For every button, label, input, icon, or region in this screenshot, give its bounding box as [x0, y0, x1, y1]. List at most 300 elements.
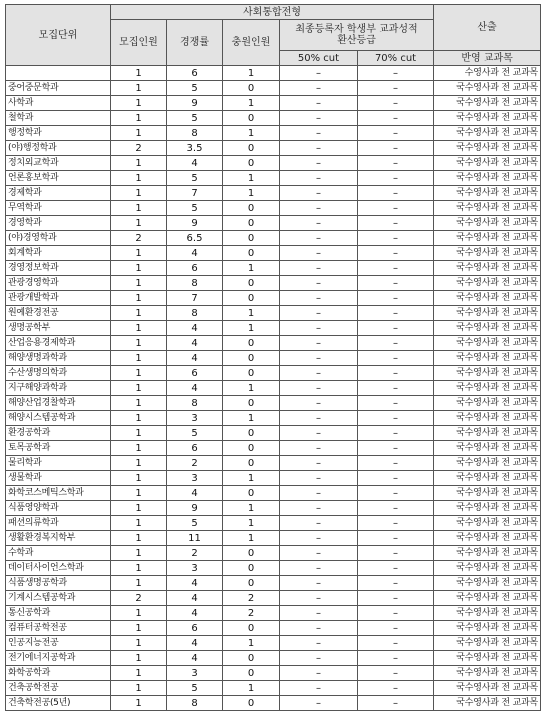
- cell-reflect: 국수영사과 전 교과목: [434, 546, 541, 561]
- cell-cut70: –: [358, 276, 434, 291]
- cell-cut70: –: [358, 291, 434, 306]
- cell-cut70: –: [358, 351, 434, 366]
- cell-reflect: 국수영사과 전 교과목: [434, 516, 541, 531]
- cell-fill: 0: [223, 456, 280, 471]
- cell-cut50: –: [280, 381, 358, 396]
- table-row: [6, 546, 541, 561]
- cell-unit: 중어중문학과: [6, 81, 111, 96]
- cell-ratio: 5: [167, 171, 223, 186]
- cell-recruit: 2: [111, 591, 167, 606]
- cell-ratio: 4: [167, 246, 223, 261]
- cell-recruit: 1: [111, 186, 167, 201]
- cell-cut70: –: [358, 576, 434, 591]
- cell-cut50: –: [280, 81, 358, 96]
- cell-cut70: –: [358, 486, 434, 501]
- cell-unit: 무역학과: [6, 201, 111, 216]
- cell-unit: 회계학과: [6, 246, 111, 261]
- cell-cut50: –: [280, 411, 358, 426]
- cell-reflect: 국수영사과 전 교과목: [434, 186, 541, 201]
- cell-reflect: 국수영사과 전 교과목: [434, 621, 541, 636]
- cell-recruit: 1: [111, 306, 167, 321]
- cell-fill: 0: [223, 666, 280, 681]
- cell-ratio: 5: [167, 426, 223, 441]
- cell-unit: 경제학과: [6, 186, 111, 201]
- cell-ratio: 3: [167, 411, 223, 426]
- cell-recruit: 1: [111, 126, 167, 141]
- cell-cut70: –: [358, 156, 434, 171]
- cell-reflect: 국수영사과 전 교과목: [434, 351, 541, 366]
- cell-cut50: –: [280, 636, 358, 651]
- table-row: [6, 531, 541, 546]
- cell-reflect: 국수영사과 전 교과목: [434, 276, 541, 291]
- cell-reflect: 국수영사과 전 교과목: [434, 216, 541, 231]
- cell-cut70: –: [358, 471, 434, 486]
- cell-ratio: 6: [167, 66, 223, 81]
- cell-cut50: –: [280, 696, 358, 711]
- cell-cut50: –: [280, 531, 358, 546]
- cell-ratio: 8: [167, 396, 223, 411]
- table-body: [6, 66, 541, 711]
- cell-reflect: 국수영사과 전 교과목: [434, 681, 541, 696]
- cell-recruit: 1: [111, 201, 167, 216]
- cell-recruit: 1: [111, 321, 167, 336]
- table-row: [6, 141, 541, 156]
- cell-ratio: 9: [167, 501, 223, 516]
- table-row: [6, 381, 541, 396]
- cell-cut50: –: [280, 96, 358, 111]
- cell-fill: 1: [223, 96, 280, 111]
- cell-fill: 1: [223, 171, 280, 186]
- cell-recruit: 1: [111, 411, 167, 426]
- cell-fill: 0: [223, 366, 280, 381]
- cell-cut50: –: [280, 651, 358, 666]
- cell-fill: 0: [223, 201, 280, 216]
- table-row: [6, 201, 541, 216]
- cell-cut50: –: [280, 516, 358, 531]
- cell-cut50: –: [280, 681, 358, 696]
- table-row: [6, 66, 541, 81]
- table-row: [6, 171, 541, 186]
- cell-fill: 0: [223, 621, 280, 636]
- cell-reflect: 국수영사과 전 교과목: [434, 171, 541, 186]
- table-row: [6, 336, 541, 351]
- cell-recruit: 1: [111, 81, 167, 96]
- table-row: [6, 291, 541, 306]
- cell-cut70: –: [358, 681, 434, 696]
- cell-cut50: –: [280, 306, 358, 321]
- cell-unit: 언론홍보학과: [6, 171, 111, 186]
- cell-recruit: 1: [111, 156, 167, 171]
- table-row: [6, 396, 541, 411]
- cell-cut70: –: [358, 261, 434, 276]
- cell-reflect: 국수영사과 전 교과목: [434, 561, 541, 576]
- cell-cut70: –: [358, 111, 434, 126]
- cell-fill: 0: [223, 81, 280, 96]
- cell-ratio: 6.5: [167, 231, 223, 246]
- cell-unit: 전기에너지공학과: [6, 651, 111, 666]
- cell-cut50: –: [280, 456, 358, 471]
- table-row: [6, 666, 541, 681]
- cell-cut70: –: [358, 321, 434, 336]
- cell-cut50: –: [280, 486, 358, 501]
- cell-reflect: 국수영사과 전 교과목: [434, 366, 541, 381]
- cell-ratio: 8: [167, 126, 223, 141]
- cell-cut50: –: [280, 576, 358, 591]
- cell-cut50: –: [280, 606, 358, 621]
- cell-recruit: 1: [111, 291, 167, 306]
- cell-recruit: 1: [111, 651, 167, 666]
- cell-cut70: –: [358, 366, 434, 381]
- cell-fill: 1: [223, 501, 280, 516]
- cell-unit: 철학과: [6, 111, 111, 126]
- cell-unit: 기계시스템공학과: [6, 591, 111, 606]
- cell-ratio: 4: [167, 636, 223, 651]
- cell-cut70: –: [358, 141, 434, 156]
- cell-ratio: 3.5: [167, 141, 223, 156]
- cell-unit: 관광경영학과: [6, 276, 111, 291]
- table-row: [6, 276, 541, 291]
- cell-reflect: 국수영사과 전 교과목: [434, 141, 541, 156]
- cell-unit: 컴퓨터공학전공: [6, 621, 111, 636]
- cell-fill: 0: [223, 336, 280, 351]
- cell-ratio: 9: [167, 96, 223, 111]
- cell-cut50: –: [280, 396, 358, 411]
- cell-ratio: 5: [167, 81, 223, 96]
- cell-unit: 통신공학과: [6, 606, 111, 621]
- table-row: [6, 621, 541, 636]
- cell-recruit: 1: [111, 666, 167, 681]
- cell-recruit: 1: [111, 366, 167, 381]
- cell-ratio: 3: [167, 561, 223, 576]
- cell-cut70: –: [358, 216, 434, 231]
- cell-recruit: 1: [111, 561, 167, 576]
- cell-unit: 식품영양학과: [6, 501, 111, 516]
- cell-recruit: 1: [111, 246, 167, 261]
- cell-cut70: –: [358, 96, 434, 111]
- cell-cut70: –: [358, 546, 434, 561]
- cell-ratio: 4: [167, 591, 223, 606]
- cell-recruit: 1: [111, 606, 167, 621]
- cell-cut50: –: [280, 621, 358, 636]
- cell-recruit: 1: [111, 216, 167, 231]
- table-row: [6, 651, 541, 666]
- cell-cut50: –: [280, 426, 358, 441]
- table-row: [6, 681, 541, 696]
- cell-recruit: 1: [111, 456, 167, 471]
- cell-cut70: –: [358, 186, 434, 201]
- cell-reflect: 국수영사과 전 교과목: [434, 201, 541, 216]
- header-ratio: 경쟁률: [167, 20, 223, 66]
- cell-cut70: –: [358, 531, 434, 546]
- cell-reflect: 국수영사과 전 교과목: [434, 441, 541, 456]
- cell-unit: 환경공학과: [6, 426, 111, 441]
- table-row: [6, 261, 541, 276]
- table-row: [6, 561, 541, 576]
- table-row: [6, 636, 541, 651]
- cell-fill: 0: [223, 651, 280, 666]
- header-grade: [280, 20, 434, 51]
- cell-unit: 인공지능전공: [6, 636, 111, 651]
- cell-fill: 0: [223, 351, 280, 366]
- header-unit: 모집단위: [6, 5, 111, 66]
- cell-fill: 0: [223, 141, 280, 156]
- cell-ratio: 4: [167, 576, 223, 591]
- cell-fill: 1: [223, 261, 280, 276]
- cell-ratio: 4: [167, 336, 223, 351]
- cell-recruit: 1: [111, 111, 167, 126]
- cell-fill: 1: [223, 531, 280, 546]
- cell-unit: 지구해양과학과: [6, 381, 111, 396]
- cell-fill: 0: [223, 111, 280, 126]
- cell-cut50: –: [280, 231, 358, 246]
- cell-reflect: 국수영사과 전 교과목: [434, 501, 541, 516]
- cell-ratio: 8: [167, 276, 223, 291]
- cell-unit: (야)행정학과: [6, 141, 111, 156]
- cell-reflect: 국수영사과 전 교과목: [434, 381, 541, 396]
- cell-cut50: –: [280, 276, 358, 291]
- cell-reflect: 국수영사과 전 교과목: [434, 336, 541, 351]
- cell-cut50: –: [280, 321, 358, 336]
- cell-cut50: –: [280, 201, 358, 216]
- cell-fill: 1: [223, 681, 280, 696]
- cell-cut50: –: [280, 351, 358, 366]
- cell-ratio: 6: [167, 621, 223, 636]
- cell-reflect: 국수영사과 전 교과목: [434, 261, 541, 276]
- cell-reflect: 국수영사과 전 교과목: [434, 321, 541, 336]
- header-fill: 충원인원: [223, 20, 280, 66]
- header-group: 사회통합전형: [111, 5, 434, 20]
- table-row: [6, 591, 541, 606]
- cell-cut50: –: [280, 591, 358, 606]
- cell-ratio: 6: [167, 366, 223, 381]
- cell-reflect: 국수영사과 전 교과목: [434, 696, 541, 711]
- header-recruit: 모집인원: [111, 20, 167, 66]
- cell-cut70: –: [358, 666, 434, 681]
- cell-cut70: –: [358, 231, 434, 246]
- cell-ratio: 4: [167, 486, 223, 501]
- table-row: [6, 441, 541, 456]
- cell-fill: 0: [223, 246, 280, 261]
- cell-fill: 0: [223, 486, 280, 501]
- table-row: [6, 111, 541, 126]
- cell-cut50: –: [280, 336, 358, 351]
- cell-recruit: 1: [111, 621, 167, 636]
- cell-recruit: 1: [111, 576, 167, 591]
- cell-recruit: 2: [111, 141, 167, 156]
- cell-unit: 해양산업경찰학과: [6, 396, 111, 411]
- table-row: [6, 471, 541, 486]
- cell-unit: 물리학과: [6, 456, 111, 471]
- cell-reflect: 국수영사과 전 교과목: [434, 231, 541, 246]
- table-row: [6, 426, 541, 441]
- cell-fill: 2: [223, 606, 280, 621]
- cell-ratio: 7: [167, 291, 223, 306]
- table-row: [6, 306, 541, 321]
- cell-fill: 1: [223, 381, 280, 396]
- cell-cut50: –: [280, 291, 358, 306]
- cell-cut70: –: [358, 561, 434, 576]
- cell-ratio: 11: [167, 531, 223, 546]
- cell-cut70: –: [358, 456, 434, 471]
- table-row: [6, 696, 541, 711]
- cell-ratio: 2: [167, 456, 223, 471]
- cell-reflect: 국수영사과 전 교과목: [434, 111, 541, 126]
- table-header: [6, 5, 541, 66]
- cell-reflect: 국수영사과 전 교과목: [434, 591, 541, 606]
- cell-reflect: 국수영사과 전 교과목: [434, 291, 541, 306]
- table-row: [6, 231, 541, 246]
- cell-cut50: –: [280, 216, 358, 231]
- cell-cut70: –: [358, 381, 434, 396]
- cell-fill: 1: [223, 126, 280, 141]
- table-row: [6, 321, 541, 336]
- cell-unit: 토목공학과: [6, 441, 111, 456]
- cell-cut70: –: [358, 651, 434, 666]
- cell-cut50: –: [280, 171, 358, 186]
- cell-ratio: 4: [167, 351, 223, 366]
- cell-recruit: 1: [111, 681, 167, 696]
- cell-cut70: –: [358, 66, 434, 81]
- table-row: [6, 216, 541, 231]
- cell-cut50: –: [280, 66, 358, 81]
- cell-fill: 0: [223, 291, 280, 306]
- cell-unit: 경영학과: [6, 216, 111, 231]
- cell-recruit: 1: [111, 486, 167, 501]
- cell-cut50: –: [280, 261, 358, 276]
- cell-ratio: 4: [167, 606, 223, 621]
- cell-recruit: 1: [111, 276, 167, 291]
- cell-ratio: 5: [167, 681, 223, 696]
- cell-recruit: 1: [111, 636, 167, 651]
- cell-recruit: 1: [111, 471, 167, 486]
- cell-reflect: 국수영사과 전 교과목: [434, 606, 541, 621]
- cell-cut50: –: [280, 561, 358, 576]
- cell-fill: 0: [223, 561, 280, 576]
- cell-recruit: 1: [111, 381, 167, 396]
- cell-reflect: 국수영사과 전 교과목: [434, 651, 541, 666]
- cell-fill: 1: [223, 321, 280, 336]
- cell-reflect: 국수영사과 전 교과목: [434, 156, 541, 171]
- cell-cut70: –: [358, 606, 434, 621]
- table-row: [6, 246, 541, 261]
- cell-ratio: 7: [167, 186, 223, 201]
- cell-cut70: –: [358, 81, 434, 96]
- cell-recruit: 1: [111, 546, 167, 561]
- cell-cut50: –: [280, 366, 358, 381]
- table-row: [6, 576, 541, 591]
- cell-ratio: 9: [167, 216, 223, 231]
- header-cut50: 50% cut: [280, 51, 358, 66]
- cell-recruit: 1: [111, 171, 167, 186]
- cell-unit: 생활환경복지학부: [6, 531, 111, 546]
- cell-cut70: –: [358, 441, 434, 456]
- cell-unit: 데이터사이언스학과: [6, 561, 111, 576]
- cell-recruit: 1: [111, 351, 167, 366]
- cell-fill: 1: [223, 186, 280, 201]
- cell-recruit: 2: [111, 231, 167, 246]
- cell-fill: 1: [223, 66, 280, 81]
- table-row: [6, 186, 541, 201]
- cell-fill: 0: [223, 276, 280, 291]
- table-row: [6, 456, 541, 471]
- cell-unit: 해양생명과학과: [6, 351, 111, 366]
- cell-cut50: –: [280, 441, 358, 456]
- cell-fill: 1: [223, 471, 280, 486]
- cell-unit: [6, 66, 111, 81]
- cell-recruit: 1: [111, 96, 167, 111]
- cell-reflect: 국수영사과 전 교과목: [434, 666, 541, 681]
- cell-fill: 1: [223, 516, 280, 531]
- cell-unit: 수산생명의학과: [6, 366, 111, 381]
- header-calc: 산출: [434, 5, 541, 51]
- cell-cut70: –: [358, 696, 434, 711]
- cell-reflect: 국수영사과 전 교과목: [434, 411, 541, 426]
- cell-ratio: 5: [167, 516, 223, 531]
- cell-reflect: 국수영사과 전 교과목: [434, 246, 541, 261]
- cell-cut70: –: [358, 336, 434, 351]
- cell-cut70: –: [358, 426, 434, 441]
- cell-cut50: –: [280, 501, 358, 516]
- cell-reflect: 수영사과 전 교과목: [434, 66, 541, 81]
- header-reflect: 반영 교과목: [434, 51, 541, 66]
- cell-cut50: –: [280, 666, 358, 681]
- cell-unit: 산업응용경제학과: [6, 336, 111, 351]
- cell-cut50: –: [280, 471, 358, 486]
- cell-unit: 건축공학전공: [6, 681, 111, 696]
- cell-cut50: –: [280, 246, 358, 261]
- cell-fill: 0: [223, 396, 280, 411]
- cell-reflect: 국수영사과 전 교과목: [434, 486, 541, 501]
- cell-reflect: 국수영사과 전 교과목: [434, 81, 541, 96]
- table-row: [6, 411, 541, 426]
- cell-fill: 1: [223, 636, 280, 651]
- cell-unit: 사학과: [6, 96, 111, 111]
- table-row: [6, 516, 541, 531]
- cell-cut70: –: [358, 591, 434, 606]
- cell-unit: 경영정보학과: [6, 261, 111, 276]
- cell-cut70: –: [358, 636, 434, 651]
- table-row: [6, 606, 541, 621]
- cell-unit: 식품생명공학과: [6, 576, 111, 591]
- cell-recruit: 1: [111, 396, 167, 411]
- cell-recruit: 1: [111, 261, 167, 276]
- table-row: [6, 96, 541, 111]
- cell-ratio: 2: [167, 546, 223, 561]
- cell-reflect: 국수영사과 전 교과목: [434, 531, 541, 546]
- cell-cut50: –: [280, 546, 358, 561]
- cell-fill: 1: [223, 306, 280, 321]
- cell-fill: 0: [223, 696, 280, 711]
- cell-unit: 원예환경전공: [6, 306, 111, 321]
- admissions-table-container: [5, 4, 541, 711]
- cell-cut70: –: [358, 201, 434, 216]
- cell-cut50: –: [280, 111, 358, 126]
- cell-cut50: –: [280, 186, 358, 201]
- cell-unit: 생명공학부: [6, 321, 111, 336]
- cell-cut70: –: [358, 501, 434, 516]
- cell-reflect: 국수영사과 전 교과목: [434, 396, 541, 411]
- table-row: [6, 126, 541, 141]
- cell-cut50: –: [280, 156, 358, 171]
- cell-unit: 행정학과: [6, 126, 111, 141]
- cell-ratio: 4: [167, 381, 223, 396]
- cell-reflect: 국수영사과 전 교과목: [434, 576, 541, 591]
- admissions-table: [5, 4, 541, 711]
- cell-fill: 0: [223, 231, 280, 246]
- header-cut70: 70% cut: [358, 51, 434, 66]
- cell-cut70: –: [358, 126, 434, 141]
- table-row: [6, 501, 541, 516]
